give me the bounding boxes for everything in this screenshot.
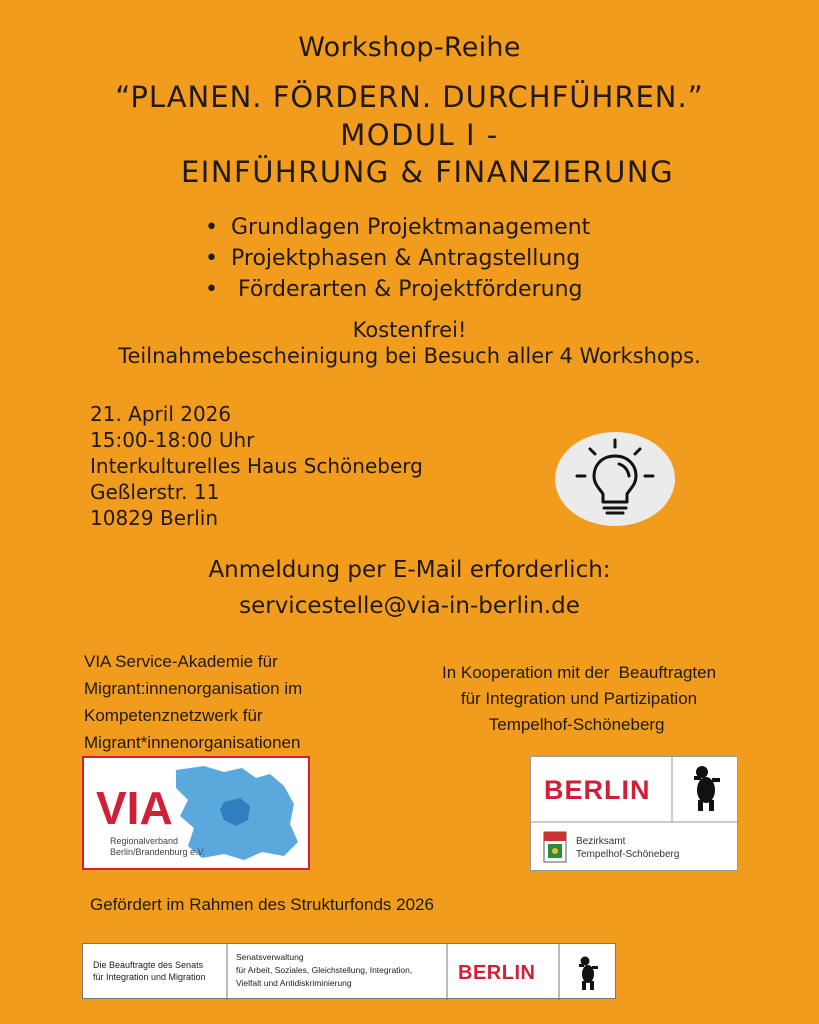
organizer-line: Migrant:innenorganisation im [84, 679, 303, 698]
registration-label: Anmeldung per E-Mail erforderlich: [208, 557, 611, 583]
district-line1: Bezirksamt [576, 836, 626, 847]
event-city: 10829 Berlin [90, 506, 219, 530]
via-logo-sub2: Berlin/Brandenburg e.V. [110, 847, 206, 857]
via-logo-letters: VIA [96, 782, 173, 834]
series-title: Workshop-Reihe [298, 32, 521, 63]
via-logo [82, 756, 310, 870]
sponsor-graphic [83, 944, 617, 1000]
lightbulb-icon [555, 432, 675, 526]
organizer-line: Migrant*innenorganisationen [84, 733, 301, 752]
district-line2: Tempelhof-Schöneberg [576, 849, 680, 860]
berlin-bear-icon [579, 957, 598, 991]
sponsor2-line2: für Arbeit, Soziales, Gleichstellung, Integration, [236, 965, 413, 975]
via-logo-sub1: Regionalverband [110, 836, 179, 846]
funding-text: Gefördert im Rahmen des Strukturfonds 2026 [90, 895, 434, 914]
organizer-line: Kompetenznetzwerk für [84, 706, 263, 725]
cooperation-line: Tempelhof-Schöneberg [488, 715, 670, 734]
event-street: Geßlerstr. 11 [90, 480, 220, 504]
berlin-district-graphic [530, 756, 738, 871]
berlin-wordmark: BERLIN [544, 775, 651, 805]
topic-label: Grundlagen Projektmanagement [231, 215, 591, 240]
free-notice: Kostenfrei! [352, 318, 467, 342]
module-title-line1: MODUL I - [340, 118, 499, 152]
topic-label: Förderarten & Projektförderung [231, 277, 583, 302]
organizer-line: VIA Service-Akademie für [84, 652, 278, 671]
cooperation-line: In Kooperation mit der Beauftragten [441, 663, 717, 682]
cooperation-line: für Integration und Partizipation [460, 689, 698, 708]
organizer-text [84, 648, 302, 756]
sponsor2-line3: Vielfalt und Antidiskriminierung [236, 978, 352, 988]
event-venue: Interkulturelles Haus Schöneberg [90, 454, 423, 478]
topic-label: Projektphasen & Antragstellung [231, 246, 581, 271]
registration-email[interactable]: servicestelle@via-in-berlin.de [239, 593, 580, 619]
cooperation-text [404, 660, 754, 738]
sponsor1-line1: Die Beauftragte des Senats [93, 960, 204, 970]
sponsor1-line2: für Integration und Migration [93, 972, 206, 982]
sponsor-logo-strip [82, 943, 616, 999]
sponsor2-line1: Senatsverwaltung [236, 952, 304, 962]
event-time: 15:00-18:00 Uhr [90, 428, 255, 452]
lightbulb-badge [555, 432, 675, 526]
via-logo-graphic [84, 758, 308, 868]
district-crest-icon [544, 832, 566, 862]
module-title-line2: EINFÜHRUNG & FINANZIERUNG [180, 155, 675, 189]
certificate-notice: Teilnahmebescheinigung bei Besuch aller 4 Workshops. [118, 344, 701, 368]
slogan: “PLANEN. FÖRDERN. DURCHFÜHREN.” [115, 80, 704, 114]
sponsor-berlin-wordmark: BERLIN [458, 962, 536, 984]
event-date: 21. April 2026 [90, 402, 232, 426]
topic-item [205, 274, 590, 305]
berlin-district-logo [530, 756, 738, 871]
topic-list [205, 212, 590, 305]
topic-item [205, 243, 590, 274]
topic-item [205, 212, 590, 243]
